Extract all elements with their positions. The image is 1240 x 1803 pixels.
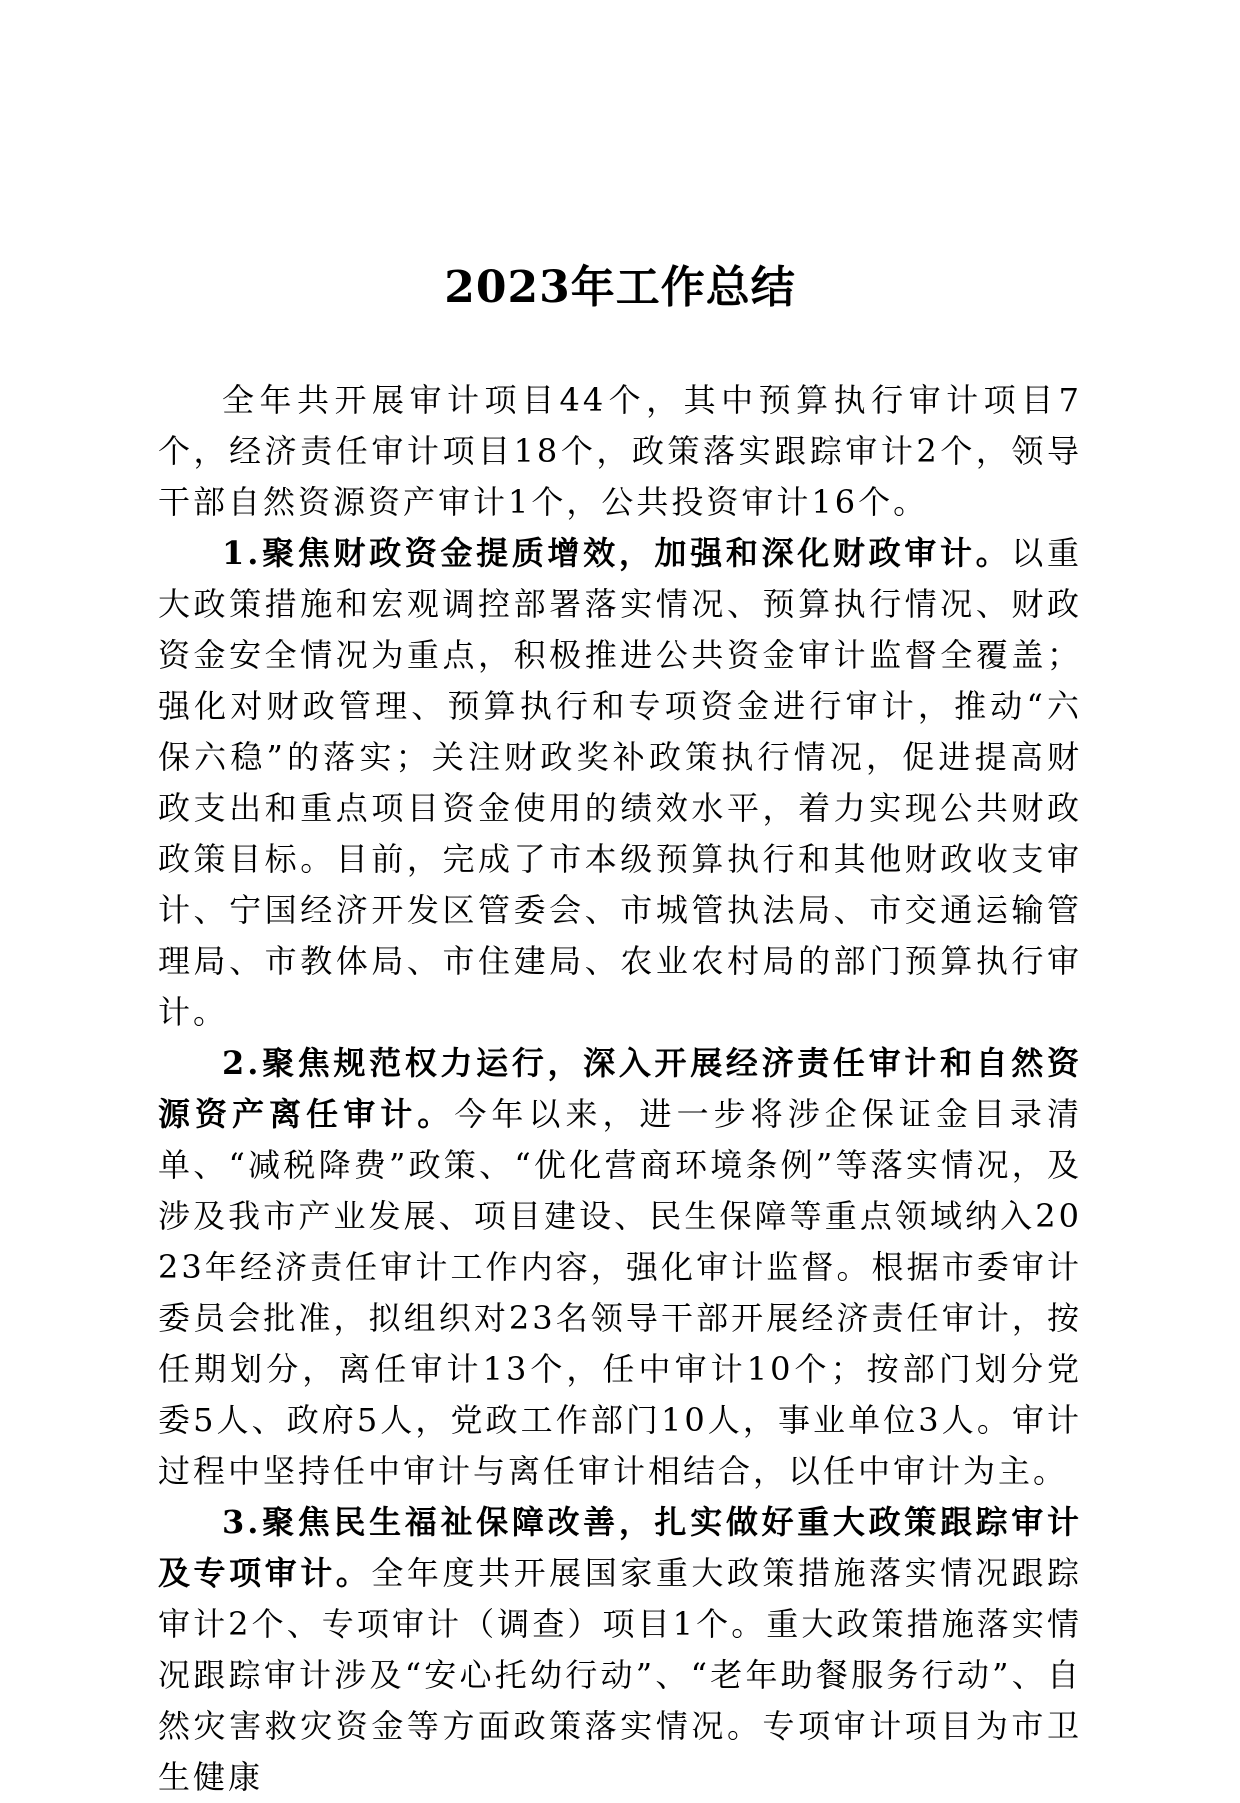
document-title: 2023年工作总结 <box>444 262 796 313</box>
section-heading: 3.聚焦民生福祉保障改善，扎实做好重大政策跟踪审计及专项审计。 <box>158 1503 1082 1592</box>
section-heading: 2.聚焦规范权力运行，深入开展经济责任审计和自然资源资产离任审计。 <box>158 1044 1082 1133</box>
intro-paragraph: 全年共开展审计项目44个，其中预算执行审计项目7个，经济责任审计项目18个，政策落实跟踪审计2个，领导干部自然资源资产审计1个，公共投资审计16个。 <box>158 381 1082 521</box>
section-paragraph-2 <box>158 1038 1082 1497</box>
section-paragraph-3 <box>158 1497 1082 1803</box>
section-text: 今年以来，进一步将涉企保证金目录清单、“减税降费”政策、“优化营商环境条例”等落实情况，及涉及我市产业发展、项目建设、民生保障等重点领域纳入2023年经济责任审计工作内容，强化审计监督。根据市委审计委员会批准，拟组织对23名领导干部开展经济责任审计，按任期划分，离任审计13个，任中审计10个；按部门划分党委5人、政府5人，党政工作部门10人，事业单位3人。审计过程中坚持任中审计与离任审计相结合，以任中审计为主。 <box>158 1095 1082 1490</box>
document-body <box>158 375 1082 1803</box>
section-paragraph-1 <box>158 528 1082 1038</box>
section-heading: 1.聚焦财政资金提质增效，加强和深化财政审计。 <box>222 534 1012 572</box>
section-text: 全年度共开展国家重大政策措施落实情况跟踪审计2个、专项审计（调查）项目1个。重大政策措施落实情况跟踪审计涉及“安心托幼行动”、“老年助餐服务行动”、自然灾害救灾资金等方面政策落实情况。专项审计项目为市卫生健康 <box>158 1554 1082 1796</box>
section-text: 以重大政策措施和宏观调控部署落实情况、预算执行情况、财政资金安全情况为重点，积极推进公共资金审计监督全覆盖；强化对财政管理、预算执行和专项资金进行审计，推动“六保六稳”的落实；关注财政奖补政策执行情况，促进提高财政支出和重点项目资金使用的绩效水平，着力实现公共财政政策目标。目前，完成了市本级预算执行和其他财政收支审计、宁国经济开发区管委会、市城管执法局、市交通运输管理局、市教体局、市住建局、农业农村局的部门预算执行审计。 <box>158 534 1082 1031</box>
